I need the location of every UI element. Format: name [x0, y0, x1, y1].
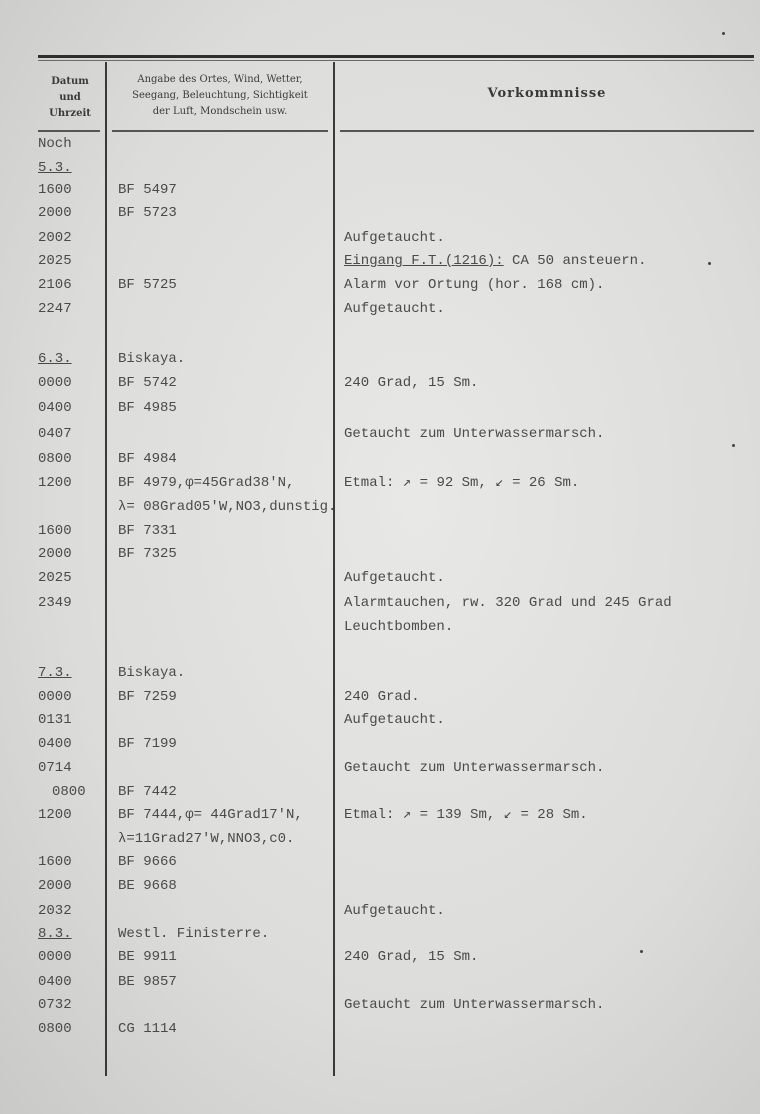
row-date: 2000 [38, 546, 72, 562]
log-row [0, 757, 760, 779]
row-place: BF 5725 [118, 277, 177, 293]
row-date: 0000 [38, 949, 72, 965]
log-row [0, 250, 760, 272]
row-place: Biskaya. [118, 665, 186, 681]
row-date: 8.3. [38, 926, 72, 942]
row-place: BE 9911 [118, 949, 177, 965]
log-row [0, 900, 760, 922]
row-date: 5.3. [38, 160, 72, 176]
log-row [0, 567, 760, 589]
log-row [0, 133, 760, 155]
row-date: 1600 [38, 854, 72, 870]
row-event-underlined: Eingang F.T.(1216): [344, 253, 504, 269]
header-location-line-2: Seegang, Beleuchtung, Sichtigkeit [132, 90, 308, 101]
row-date: 1200 [38, 475, 72, 491]
row-event: Alarm vor Ortung (hor. 168 cm). [344, 277, 605, 293]
row-date: 0732 [38, 997, 72, 1013]
log-row [0, 781, 760, 803]
paper-speck [722, 32, 725, 35]
row-date: 0800 [52, 784, 86, 800]
log-row [0, 946, 760, 968]
row-date: 0400 [38, 400, 72, 416]
header-date-line: Datum [51, 76, 89, 87]
row-place: BF 9666 [118, 854, 177, 870]
row-event: Getaucht zum Unterwassermarsch. [344, 760, 605, 776]
row-date: 6.3. [38, 351, 72, 367]
row-date: 2106 [38, 277, 72, 293]
log-row [0, 202, 760, 224]
row-date: 0800 [38, 451, 72, 467]
row-date: 0714 [38, 760, 72, 776]
row-event-rest: CA 50 ansteuern. [503, 253, 647, 269]
log-row [0, 472, 760, 494]
row-place: CG 1114 [118, 1021, 177, 1037]
log-row [0, 496, 760, 518]
header-location-line-1: Angabe des Ortes, Wind, Wetter, [137, 74, 303, 85]
row-place: BE 9857 [118, 974, 177, 990]
log-row [0, 423, 760, 445]
row-date: 0400 [38, 974, 72, 990]
log-row [0, 1018, 760, 1040]
row-event: 240 Grad, 15 Sm. [344, 949, 479, 965]
row-date: 7.3. [38, 665, 72, 681]
paper-speck [708, 262, 711, 265]
row-date: 1600 [38, 182, 72, 198]
log-row [0, 372, 760, 394]
row-event: Alarmtauchen, rw. 320 Grad und 245 Grad [344, 595, 672, 611]
row-date: 0000 [38, 689, 72, 705]
log-row [0, 851, 760, 873]
row-date: 1600 [38, 523, 72, 539]
row-place: Biskaya. [118, 351, 186, 367]
row-date: Noch [38, 136, 72, 152]
row-place: λ= 08Grad05'W,NO3,dunstig. [118, 499, 337, 515]
log-row [0, 709, 760, 731]
row-place: BF 4979,φ=45Grad38'N, [118, 475, 295, 491]
row-event: 240 Grad, 15 Sm. [344, 375, 479, 391]
log-row [0, 227, 760, 249]
row-place: BF 4985 [118, 400, 177, 416]
row-date: 2000 [38, 205, 72, 221]
row-place: BF 7199 [118, 736, 177, 752]
row-date: 0800 [38, 1021, 72, 1037]
log-row [0, 397, 760, 419]
row-event: Aufgetaucht. [344, 301, 445, 317]
log-row [0, 448, 760, 470]
row-place: BE 9668 [118, 878, 177, 894]
row-event: Etmal: ↗ = 139 Sm, ↙ = 28 Sm. [344, 807, 588, 823]
row-place: BF 7331 [118, 523, 177, 539]
row-event: 240 Grad. [344, 689, 420, 705]
row-place: BF 5497 [118, 182, 177, 198]
log-row [0, 994, 760, 1016]
log-row [0, 298, 760, 320]
row-place: Westl. Finisterre. [118, 926, 270, 942]
log-row [0, 875, 760, 897]
row-place: λ=11Grad27'W,NNO3,c0. [118, 831, 295, 847]
row-date: 0131 [38, 712, 72, 728]
row-event: Aufgetaucht. [344, 230, 445, 246]
row-date: 2025 [38, 253, 72, 269]
row-place: BF 4984 [118, 451, 177, 467]
header-location-line-3: der Luft, Mondschein usw. [152, 106, 288, 117]
row-event: Aufgetaucht. [344, 712, 445, 728]
log-row [0, 592, 760, 614]
log-row [0, 686, 760, 708]
log-row [0, 520, 760, 542]
log-row [0, 804, 760, 826]
row-date: 1200 [38, 807, 72, 823]
paper-speck [732, 444, 735, 447]
row-event: Etmal: ↗ = 92 Sm, ↙ = 26 Sm. [344, 475, 580, 491]
log-row [0, 274, 760, 296]
row-date: 0400 [38, 736, 72, 752]
log-row [0, 733, 760, 755]
log-row [0, 616, 760, 638]
row-date: 2247 [38, 301, 72, 317]
row-place: BF 5723 [118, 205, 177, 221]
row-event [344, 250, 646, 272]
row-place: BF 5742 [118, 375, 177, 391]
row-date: 2002 [38, 230, 72, 246]
row-event: Getaucht zum Unterwassermarsch. [344, 426, 605, 442]
row-event: Aufgetaucht. [344, 903, 445, 919]
log-row [0, 157, 760, 179]
row-place: BF 7444,φ= 44Grad17'N, [118, 807, 303, 823]
log-row [0, 543, 760, 565]
row-date: 0407 [38, 426, 72, 442]
row-date: 2025 [38, 570, 72, 586]
row-event: Aufgetaucht. [344, 570, 445, 586]
row-date: 2000 [38, 878, 72, 894]
row-place: BF 7442 [118, 784, 177, 800]
header-events: Vorkommnisse [487, 86, 607, 101]
log-row [0, 828, 760, 850]
row-date: 2349 [38, 595, 72, 611]
row-event: Getaucht zum Unterwassermarsch. [344, 997, 605, 1013]
row-place: BF 7325 [118, 546, 177, 562]
header-and-line: und [59, 92, 81, 103]
log-row [0, 179, 760, 201]
paper-speck [640, 950, 643, 953]
row-date: 2032 [38, 903, 72, 919]
log-row [0, 971, 760, 993]
log-row [0, 923, 760, 945]
log-row [0, 348, 760, 370]
row-date: 0000 [38, 375, 72, 391]
row-event: Leuchtbomben. [344, 619, 454, 635]
log-row [0, 662, 760, 684]
row-place: BF 7259 [118, 689, 177, 705]
header-time-line: Uhrzeit [49, 108, 91, 119]
